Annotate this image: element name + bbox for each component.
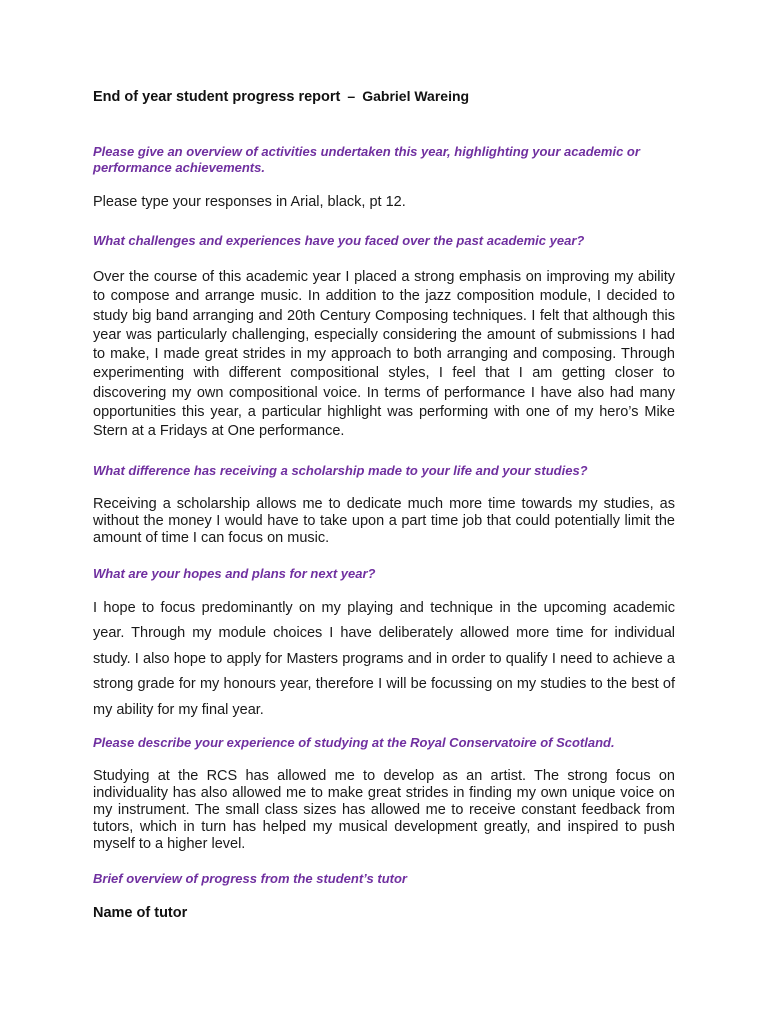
challenges-prompt: What challenges and experiences have you faced over the past academic year? <box>93 233 585 248</box>
scholarship-prompt: What difference has receiving a scholarship made to your life and your studies? <box>93 463 588 478</box>
tutor-name-label: Name of tutor <box>93 905 188 921</box>
tutor-prompt: Brief overview of progress from the student’s tutor <box>93 871 407 886</box>
report-title-text: End of year student progress report <box>93 89 341 105</box>
student-name: Gabriel Wareing <box>362 88 470 104</box>
format-instruction: Please type your responses in Arial, black, pt 12. <box>93 194 406 210</box>
report-title <box>93 86 693 107</box>
rcs-prompt: Please describe your experience of studying at the Royal Conservatoire of Scotland. <box>93 735 615 750</box>
scholarship-response: Receiving a scholarship allows me to dedicate much more time towards my studies, as without the money I would have to take upon a part time job that could potentially limit the amount of time I can focus on music. <box>93 496 675 546</box>
title-dash: – <box>347 88 356 104</box>
challenges-response: Over the course of this academic year I placed a strong emphasis on improving my ability to compose and arrange music. In addition to the jazz composition module, I decided to study big band arranging and 20th Century Composing techniques. I felt that although this year was particularly challenging, especially considering the amount of submissions I had to make, I made great strides in my approach to both arranging and composing. Through experimenting with different compositional styles, I feel that I am getting closer to discovering my own compositional voice. In terms of performance I have also had many opportunities this year, a particular highlight was performing with one of my hero’s Mike Stern at a Fridays at One performance. <box>93 269 675 440</box>
rcs-response: Studying at the RCS has allowed me to develop as an artist. The strong focus on individuality has also allowed me to make great strides in finding my own unique voice on my instrument. The small class sizes has allowed me to receive constant feedback from tutors, which in turn has helped my musical development greatly, and inspired to push myself to a higher level. <box>93 768 675 852</box>
hopes-prompt: What are your hopes and plans for next year? <box>93 566 376 581</box>
hopes-response: I hope to focus predominantly on my playing and technique in the upcoming academic year. Through my module choices I have deliberately allowed more time for individual study. I also hope to apply for Masters programs and in order to qualify I need to achieve a strong grade for my honours year, therefore I will be focussing on my studies to the best of my ability for my final year. <box>93 600 675 718</box>
overview-prompt: Please give an overview of activities undertaken this year, highlighting your academic or performance achievements. <box>93 144 640 175</box>
